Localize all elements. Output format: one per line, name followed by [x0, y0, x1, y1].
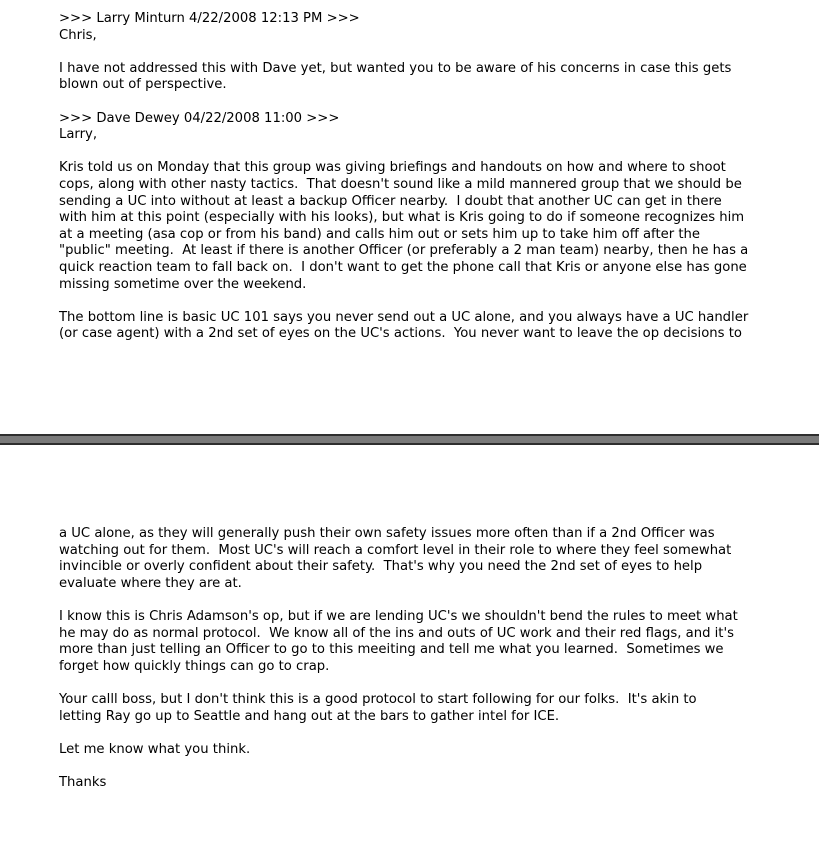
forward-header-larry: >>> Larry Minturn 4/22/2008 12:13 PM >>>	[59, 11, 360, 26]
blank-line	[59, 293, 749, 310]
page-top	[59, 11, 749, 343]
blank-line	[59, 758, 749, 775]
text-line: I know this is Chris Adamson's op, but if we are lending UC's we shouldn't bend the rules to meet what	[59, 608, 738, 624]
text-line: more than just telling an Officer to go to this meeiting and tell me what you learned. Sometimes we	[59, 642, 724, 658]
text-line: he may do as normal protocol. We know all of the ins and outs of UC work and their red flags, and it's	[59, 625, 734, 641]
text-line: watching out for them. Most UC's will reach a comfort level in their role to where they feel somewhat	[59, 542, 732, 558]
paragraph-adamson-op	[59, 609, 749, 675]
text-line: The bottom line is basic UC 101 says you never send out a UC alone, and you always have a UC handler	[59, 309, 749, 325]
page-break-divider	[0, 434, 819, 445]
text-line: "public" meeting. At least if there is another Officer (or preferably a 2 man team) nearby, then he has a	[59, 243, 749, 259]
closing-thanks: Thanks	[59, 774, 107, 790]
text-line: Kris told us on Monday that this group was giving briefings and handouts on how and where to shoot	[59, 160, 726, 176]
text-line: a UC alone, as they will generally push their own safety issues more often than if a 2nd Officer was	[59, 526, 715, 541]
text-line: evaluate where they are at.	[59, 575, 242, 591]
paragraph-uc-alone	[59, 526, 749, 592]
text-line: blown out of perspective.	[59, 77, 227, 93]
blank-line	[59, 725, 749, 742]
blank-line	[59, 592, 749, 609]
text-line: with him at this point (especially with his looks), but what is Kris going to do if someone recognizes him	[59, 210, 745, 226]
paragraph-intro	[59, 61, 749, 94]
salutation-chris: Chris,	[59, 27, 97, 43]
text-line: forget how quickly things can go to crap.	[59, 658, 330, 674]
text-line: letting Ray go up to Seattle and hang out at the bars to gather intel for ICE.	[59, 708, 560, 724]
text-line: (or case agent) with a 2nd set of eyes on the UC's actions. You never want to leave the op decisions to	[59, 326, 742, 342]
paragraph-bottom-line	[59, 310, 749, 343]
salutation-larry: Larry,	[59, 127, 98, 143]
closing-request: Let me know what you think.	[59, 741, 251, 757]
forward-header-dave: >>> Dave Dewey 04/22/2008 11:00 >>>	[59, 110, 340, 126]
text-line: at a meeting (asa cop or from his band) and calls him out or sets him up to take him off after the	[59, 226, 701, 242]
paragraph-your-call	[59, 692, 749, 725]
text-line: quick reaction team to fall back on. I don't want to get the phone call that Kris or anyone else has gone	[59, 259, 747, 275]
text-line: sending a UC into without at least a backup Officer nearby. I doubt that another UC can get in there	[59, 193, 722, 209]
blank-line	[59, 675, 749, 692]
text-line: missing sometime over the weekend.	[59, 276, 307, 292]
page-bottom	[59, 526, 749, 792]
blank-line	[59, 94, 749, 111]
text-line: cops, along with other nasty tactics. That doesn't sound like a mild mannered group that we should be	[59, 176, 742, 192]
paragraph-kris	[59, 160, 749, 293]
text-line: I have not addressed this with Dave yet, but wanted you to be aware of his concerns in case this gets	[59, 60, 732, 76]
text-line: Your calll boss, but I don't think this is a good protocol to start following for our folks. It's akin to	[59, 691, 697, 707]
blank-line	[59, 144, 749, 161]
text-line: invincible or overly confident about their safety. That's why you need the 2nd set of eyes to help	[59, 559, 703, 575]
blank-line	[59, 44, 749, 61]
